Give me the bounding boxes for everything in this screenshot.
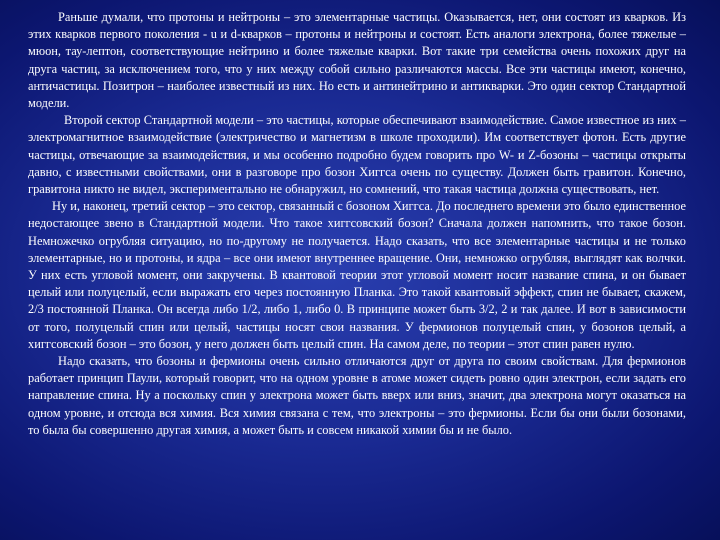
paragraph-quarks: Раньше думали, что протоны и нейтроны – это элементарные частицы. Оказывается, нет, они состоят из кварков. Из этих кварков первого поколения - u и d-кварков – протоны и нейтроны и состоят. Есть аналоги электрона, более тяжелые – мюон, тау-лептон, соответствующие нейтрино и более тяжелые кварки. Вот такие три семейства очень похожих друг на друга частиц, за исключением того, что у них между собой сильно различаются массы. Все эти частицы имеют, конечно, античастицы. Позитрон – наиболее известный из них. Но есть и антинейтрино и антикварки. Это один сектор Стандартной модели. — [28, 10, 686, 111]
paragraph-fermions: Надо сказать, что бозоны и фермионы очень сильно отличаются друг от друга по своим свойствам. Для фермионов работает принцип Паули, который говорит, что на одном уровне в атоме может сидеть ровно один электрон, если задать его направление спина. Ну а поскольку спин у электрона может быть вверх или вниз, значит, два электрона могут оказаться на одном уровне, и отсюда вся химия. Вся химия связана с тем, что электроны – это фермионы. Если бы они были бозонами, то была бы совершенно другая химия, а может быть и совсем никакой химии бы и не было. — [28, 354, 686, 437]
paragraph-higgs: Ну и, наконец, третий сектор – это сектор, связанный с бозоном Хиггса. До последнего времени это было единственное недостающее звено в Стандартной модели. Что такое хиггсовский бозон? Сначала должен напомнить, что такое бозон. Немножечко огрубляя ситуацию, но по-другому не получается. Надо сказать, что все элементарные частицы и не только элементарные, но и протоны, и ядра – все они имеют внутреннее вращение. Они, немножко огрубляя, выглядят как волчки. У них есть угловой момент, они закручены. В квантовой теории этот угловой момент носит название спина, и он бывает целый или полуцелый, если выражать его через постоянную Планка. Это такой квантовый эффект, спин не бывает, скажем, 2/3 постоянной Планка. Он всегда либо 1/2, либо 1, либо 0. В принципе может быть 3/2, 2 и так далее. И вот в зависимости от того, полуцелый спин или целый, частицы носят свои названия. У фермионов полуцелый спин, у бозонов целый, а хиггсовский бозон – это бозон, у него должен быть целый спин. На самом деле, по теории – этот спин равен нулю. — [28, 199, 686, 351]
body-text — [28, 9, 686, 439]
paragraph-interactions: Второй сектор Стандартной модели – это частицы, которые обеспечивают взаимодействие. Самое известное из них – электромагнитное взаимодействие (электричество и магнетизм в школе проходили). Им соответствует фотон. Есть другие частицы, отвечающие за взаимодействия, и мы особенно подробно будем говорить про W- и Z-бозоны – частицы открыты давно, с известными свойствами, они в разговоре про бозон Хиггса очень по существу. Должен быть гравитон. Конечно, гравитона никто не видел, экспериментально не обнаружил, но сомнений, что такая частица должна существовать, нет. — [28, 113, 686, 197]
